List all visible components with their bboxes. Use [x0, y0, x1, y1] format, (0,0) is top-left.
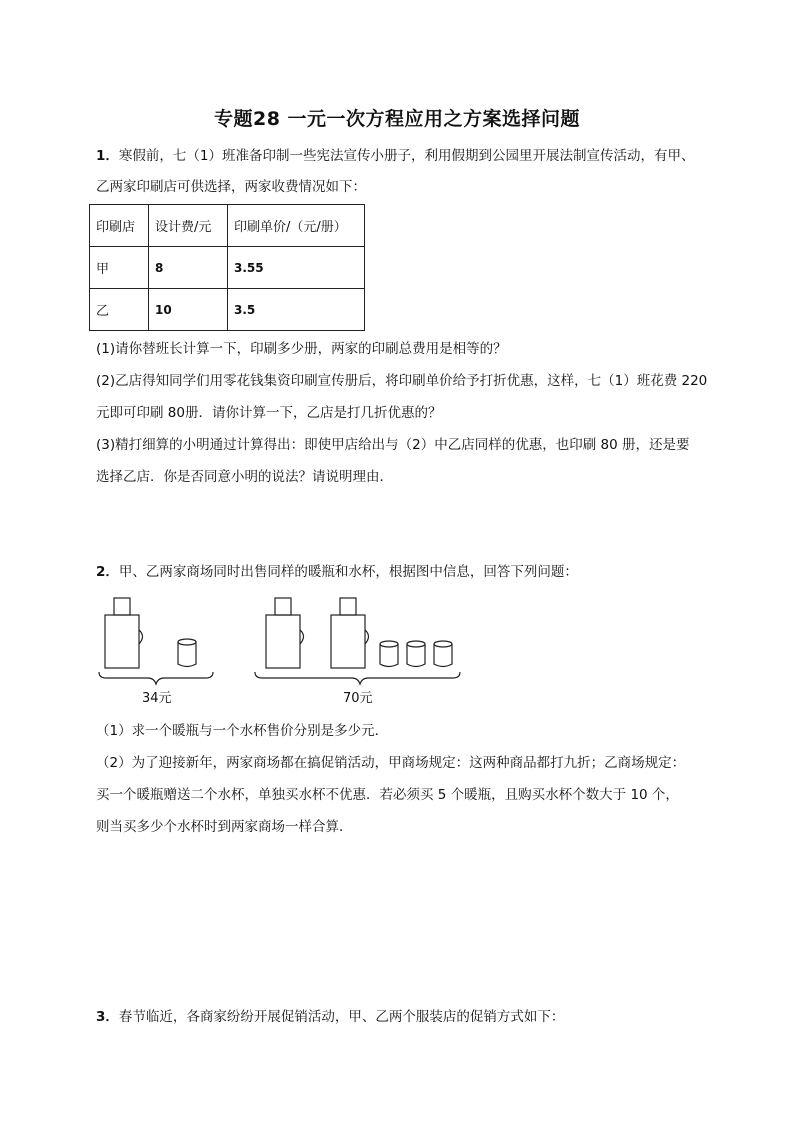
cup-icon: [434, 641, 452, 667]
table-cell: 8: [149, 247, 228, 289]
page-title: 专题28 一元一次方程应用之方案选择问题: [213, 108, 581, 130]
table-header-cell: 设计费/元: [149, 205, 228, 247]
table-row: [90, 289, 365, 331]
table-header-cell: 印刷店: [90, 205, 149, 247]
table-cell: 3.5: [228, 289, 365, 331]
q1-part2-line2: 元即可印刷 80册．请你计算一下，乙店是打几折优惠的？: [96, 405, 442, 421]
q2-number: 2．: [96, 564, 119, 580]
thermos-icon: [105, 598, 143, 668]
cup-icon: [178, 639, 196, 667]
q1-text-1: 寒假前，七（1）班准备印制一些宪法宣传小册子，利用假期到公园里开展法制宣传活动，有甲、: [118, 148, 695, 164]
q3-text-1: 春节临近，各商家纷纷开展促销活动，甲、乙两个服装店的促销方式如下：: [118, 1009, 565, 1025]
thermos-icon: [331, 598, 369, 668]
thermos-cup-figure: [90, 592, 470, 712]
q2-part2-line2: 买一个暖瓶赠送二个水杯，单独买水杯不优惠．若必须买 5 个暖瓶，且购买水杯个数大于 10 个，: [96, 787, 679, 803]
q1-part1: (1)请你替班长计算一下，印刷多少册，两家的印刷总费用是相等的？: [96, 341, 507, 357]
q1-part3-line1: (3)精打细算的小明通过计算得出：即使甲店给出与（2）中乙店同样的优惠，也印刷 80 册，还是要: [96, 437, 690, 453]
table-header-cell: 印刷单价/（元/册）: [228, 205, 365, 247]
figure-label-left: 34元: [142, 691, 172, 706]
table-cell: 3.55: [228, 247, 365, 289]
brace-right: [255, 672, 460, 684]
q1-text-2: 乙两家印刷店可供选择，两家收费情况如下：: [96, 179, 366, 195]
price-table: [89, 204, 365, 331]
q1-part2-line1: (2)乙店得知同学们用零花钱集资印刷宣传册后，将印刷单价给予打折优惠，这样，七（1）班花费 220: [96, 373, 708, 389]
q2-part1: （1）求一个暖瓶与一个水杯售价分别是多少元．: [96, 723, 389, 739]
q2-line1: [96, 562, 578, 582]
brace-left: [99, 672, 213, 684]
table-row: [90, 247, 365, 289]
cup-icon: [407, 641, 425, 667]
cup-icon: [380, 641, 398, 667]
q2-text-1: 甲、乙两家商场同时出售同样的暖瓶和水杯，根据图中信息，回答下列问题：: [118, 564, 578, 580]
figure-label-right: 70元: [343, 691, 373, 706]
q1-number: 1．: [96, 148, 119, 164]
table-header-row: [90, 205, 365, 247]
q2-part2-line1: （2）为了迎接新年，两家商场都在搞促销活动，甲商场规定：这两种商品都打九折；乙商场规定：: [96, 755, 686, 771]
table-cell: 甲: [90, 247, 149, 289]
q2-part2-line3: 则当买多少个水杯时到两家商场一样合算．: [96, 819, 353, 835]
q1-part3-line2: 选择乙店．你是否同意小明的说法？请说明理由．: [96, 469, 393, 485]
table-cell: 10: [149, 289, 228, 331]
table-cell: 乙: [90, 289, 149, 331]
q1-line1: [96, 146, 695, 166]
q3-line1: [96, 1007, 564, 1027]
thermos-icon: [266, 598, 304, 668]
q3-number: 3．: [96, 1009, 119, 1025]
